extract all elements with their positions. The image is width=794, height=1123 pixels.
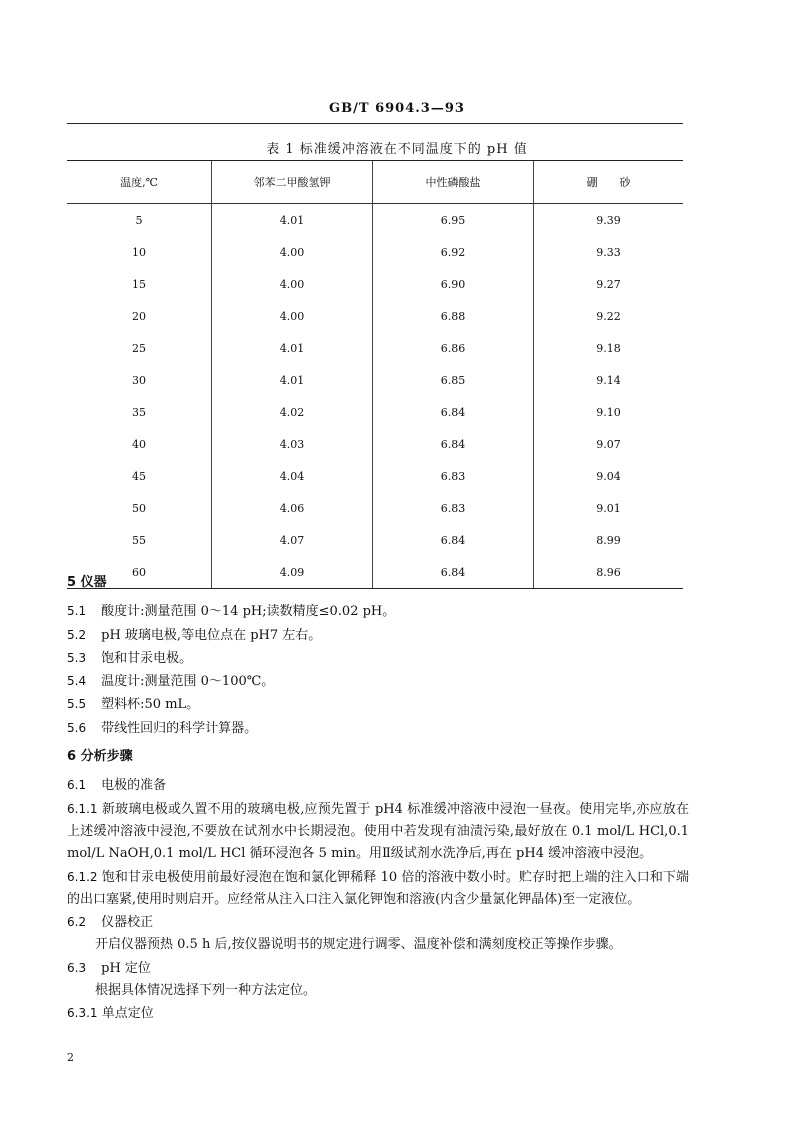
item-text: 新玻璃电极或久置不用的玻璃电极,应预先置于 pH4 标准缓冲溶液中浸泡一昼夜。使用完毕,亦应放在上述缓冲溶液中浸泡,不要放在试剂水中长期浸泡。使用中若发现有油渍污染,最好放在 0.1 mol/L HCl,0.1 mol/L NaOH,0.1 mol/L HCl 循环浸泡各 5 min。用Ⅱ级试剂水洗净后,再在 pH4 缓冲溶液中浸泡。: [67, 801, 689, 862]
item-number: 6.3.1: [67, 1006, 98, 1021]
section-6-heading: 6 分析步骤: [67, 749, 133, 765]
table-row: [67, 268, 683, 300]
item-text: 饱和甘汞电极使用前最好浸泡在饱和氯化钾稀释 10 倍的溶液中数小时。贮存时把上端的注入口和下端的出口塞紧,使用时则启开。应经常从注入口注入氯化钾饱和溶液(内含少量氯化钾晶体)至一定液位。: [67, 869, 689, 907]
cell-phosphate: 6.86: [373, 332, 534, 364]
cell-khp: 4.01: [212, 332, 373, 364]
section-5-heading: 5 仪器: [67, 575, 107, 590]
cell-temperature: 10: [132, 245, 146, 259]
cell-khp: 4.01: [212, 364, 373, 396]
cell-borax: 9.33: [534, 236, 684, 268]
item-text: 饱和甘汞电极。: [101, 650, 193, 666]
cell-temperature: 40: [132, 437, 146, 451]
item-number: 5.2: [67, 627, 87, 642]
item-text: 单点定位: [101, 1006, 154, 1022]
cell-borax: 9.10: [534, 396, 684, 428]
header-rule: [67, 123, 683, 124]
cell-phosphate: 6.92: [373, 236, 534, 268]
cell-phosphate: 6.83: [373, 492, 534, 524]
item-number: 5.5: [67, 697, 87, 712]
column-header-khp: 邻苯二甲酸氢钾: [212, 161, 373, 204]
column-header-borax: 硼 砂: [534, 161, 684, 204]
cell-temperature: 15: [132, 277, 146, 291]
table-row: [67, 300, 683, 332]
cell-khp: 4.00: [212, 268, 373, 300]
item-5-2: [67, 624, 689, 647]
item-number: 6.2: [67, 915, 87, 930]
item-text: 电极的准备: [101, 778, 167, 794]
table-row: [67, 332, 683, 364]
item-6-3-body: 根据具体情况选择下列一种方法定位。: [95, 983, 317, 999]
table-row: [67, 524, 683, 556]
table-row: [67, 396, 683, 428]
cell-khp: 4.07: [212, 524, 373, 556]
cell-khp: 4.04: [212, 460, 373, 492]
cell-temperature: 20: [132, 309, 146, 323]
cell-phosphate: 6.84: [373, 396, 534, 428]
cell-phosphate: 6.95: [373, 204, 534, 237]
item-number: 5.6: [67, 720, 87, 735]
item-text: pH 玻璃电极,等电位点在 pH7 左右。: [101, 627, 322, 643]
cell-temperature: 45: [132, 469, 146, 483]
item-5-3: [67, 647, 689, 670]
cell-borax: 8.96: [534, 556, 684, 589]
ph-buffer-table: [67, 160, 683, 589]
cell-temperature: 30: [132, 373, 146, 387]
item-number: 6.1.1: [67, 801, 98, 816]
table-row: [67, 236, 683, 268]
column-header-temperature: 温度,℃: [67, 161, 212, 204]
item-text: 温度计:测量范围 0～100℃。: [101, 674, 275, 690]
table-caption: 表 1 标准缓冲溶液在不同温度下的 pH 值: [266, 142, 528, 157]
item-number: 5.4: [67, 674, 87, 689]
item-number: 6.1.2: [67, 869, 98, 884]
item-6-1-2: [67, 866, 689, 912]
item-number: 5.1: [67, 604, 87, 619]
page-number: 2: [67, 1051, 74, 1064]
cell-khp: 4.00: [212, 300, 373, 332]
cell-phosphate: 6.90: [373, 268, 534, 300]
item-number: 5.3: [67, 650, 87, 665]
item-5-4: [67, 670, 689, 693]
cell-phosphate: 6.84: [373, 556, 534, 589]
cell-phosphate: 6.84: [373, 524, 534, 556]
table-row: [67, 460, 683, 492]
standard-code-header: GB/T 6904.3—93: [329, 101, 465, 116]
item-text: 酸度计:测量范围 0～14 pH;读数精度≤0.02 pH。: [101, 604, 396, 620]
item-text: 仪器校正: [101, 915, 154, 931]
body-content: [67, 572, 689, 1026]
item-6-2: [67, 911, 689, 934]
item-number: 6.1: [67, 778, 87, 793]
cell-phosphate: 6.85: [373, 364, 534, 396]
item-text: 塑料杯:50 mL。: [101, 697, 200, 713]
cell-borax: 9.07: [534, 428, 684, 460]
cell-phosphate: 6.84: [373, 428, 534, 460]
column-header-phosphate: 中性磷酸盐: [373, 161, 534, 204]
cell-khp: 4.01: [212, 204, 373, 237]
item-6-2-body: 开启仪器预热 0.5 h 后,按仪器说明书的规定进行调零、温度补偿和满刻度校正等操作步骤。: [95, 937, 622, 953]
cell-khp: 4.06: [212, 492, 373, 524]
cell-borax: 9.22: [534, 300, 684, 332]
cell-borax: 9.14: [534, 364, 684, 396]
table-row: [67, 204, 683, 237]
cell-borax: 9.04: [534, 460, 684, 492]
cell-borax: 9.39: [534, 204, 684, 237]
table-row: [67, 492, 683, 524]
cell-khp: 4.00: [212, 236, 373, 268]
cell-borax: 9.01: [534, 492, 684, 524]
cell-khp: 4.02: [212, 396, 373, 428]
item-text: 带线性回归的科学计算器。: [101, 720, 258, 736]
item-5-5: [67, 693, 689, 716]
item-6-3: [67, 957, 689, 980]
cell-temperature: 60: [67, 556, 212, 589]
item-6-1: [67, 774, 689, 797]
item-6-3-1: [67, 1002, 689, 1025]
cell-borax: 9.18: [534, 332, 684, 364]
item-5-1: [67, 600, 689, 623]
item-text: pH 定位: [101, 960, 151, 976]
cell-borax: 9.27: [534, 268, 684, 300]
cell-temperature: 35: [132, 405, 146, 419]
cell-temperature: 25: [132, 341, 146, 355]
cell-borax: 8.99: [534, 524, 684, 556]
table-header-row: [67, 161, 683, 204]
cell-khp: 4.09: [212, 556, 373, 589]
table-row: [67, 364, 683, 396]
item-number: 6.3: [67, 960, 87, 975]
cell-temperature: 55: [132, 533, 146, 547]
cell-phosphate: 6.88: [373, 300, 534, 332]
cell-temperature: 50: [132, 501, 146, 515]
cell-phosphate: 6.83: [373, 460, 534, 492]
cell-khp: 4.03: [212, 428, 373, 460]
item-6-1-1: [67, 798, 689, 866]
item-5-6: [67, 717, 689, 740]
table-row: [67, 428, 683, 460]
cell-temperature: 5: [135, 213, 143, 227]
